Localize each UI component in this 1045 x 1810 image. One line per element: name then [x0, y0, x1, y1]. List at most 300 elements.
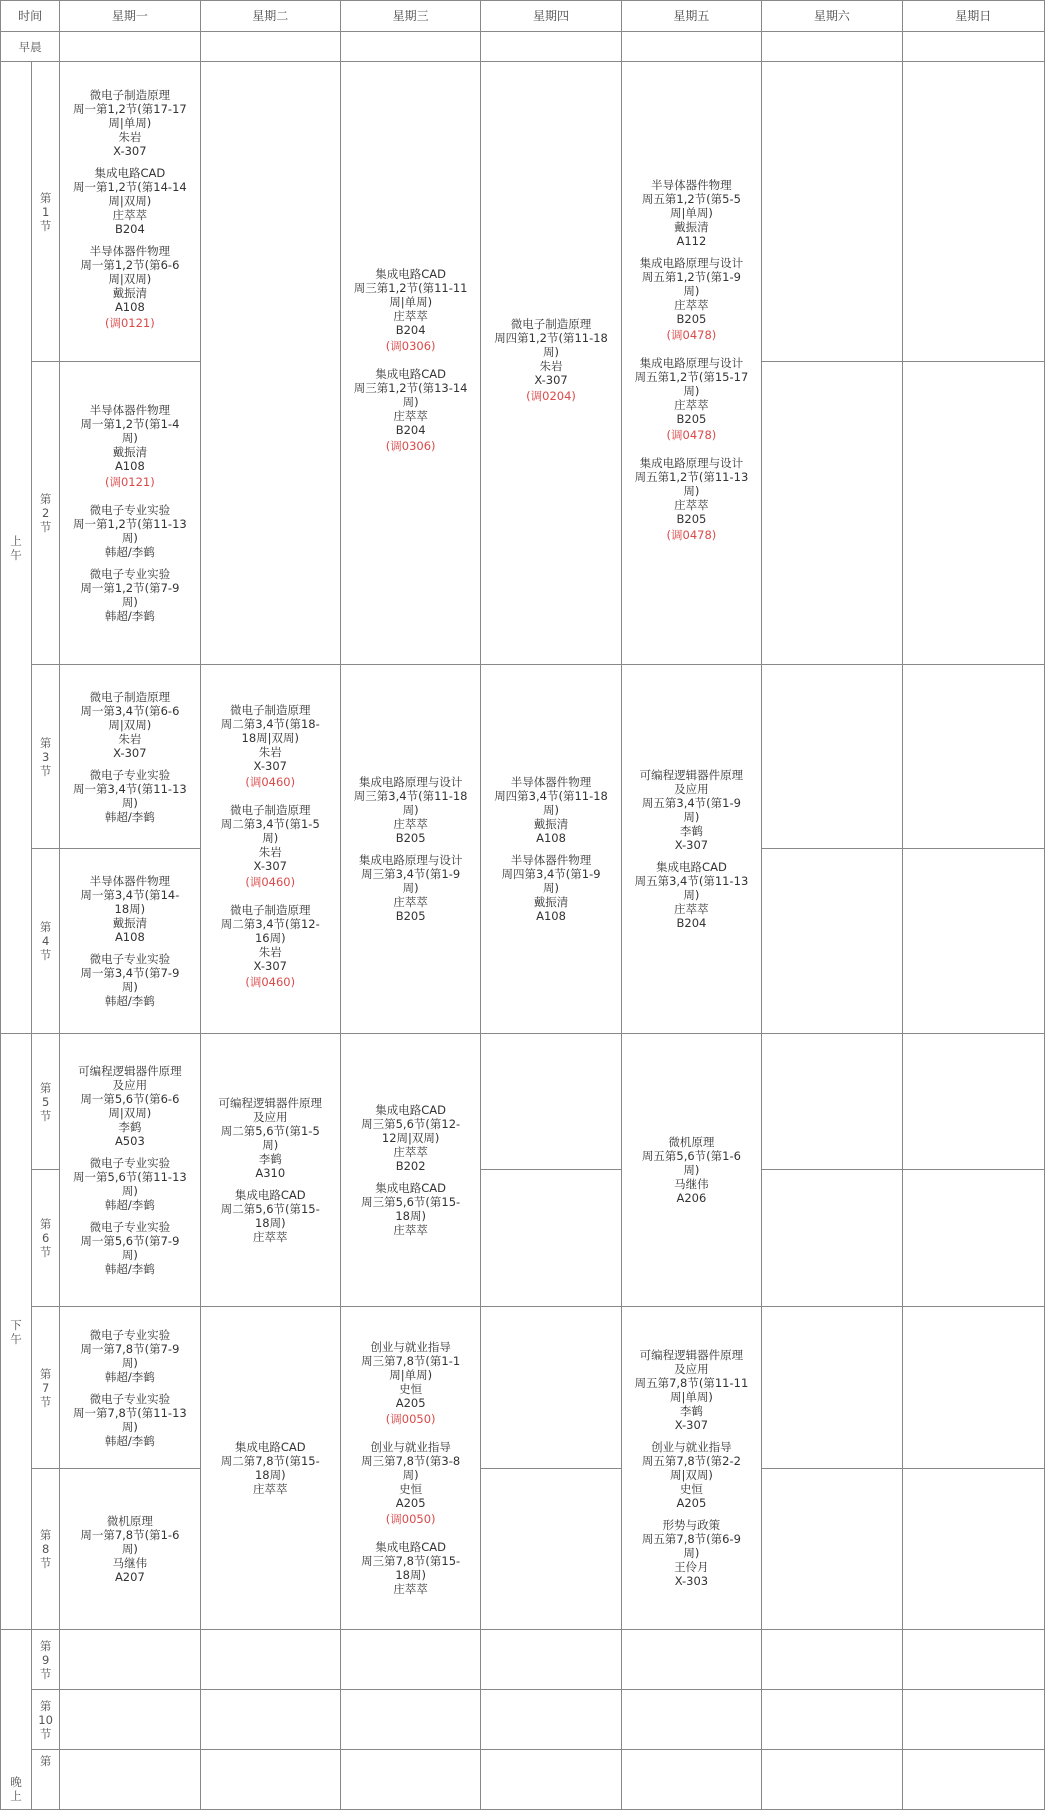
course-detail: 周三第5,6节(第15- [361, 1195, 461, 1209]
cell-thu-am [481, 62, 621, 665]
course-detail: 庄萃萃 [393, 1223, 428, 1237]
course-detail: 周五第7,8节(第2-2 [641, 1454, 741, 1468]
course-entry[interactable] [221, 803, 320, 895]
course-name: 微电子专业实验 [89, 952, 171, 966]
cell-empty [60, 1750, 200, 1810]
course-name: 微电子专业实验 [89, 1156, 171, 1170]
course-entry[interactable] [642, 1440, 741, 1510]
course-detail: 周) [683, 284, 700, 298]
cell-empty [902, 1170, 1044, 1307]
course-detail: 朱岩 [118, 731, 142, 746]
course-detail: 庄萃萃 [393, 895, 428, 909]
early-morning-label: 早晨 [1, 32, 60, 62]
course-detail: 周四第3,4节(第11-18 [494, 789, 608, 803]
course-name: 集成电路CAD [375, 1540, 447, 1554]
course-entry[interactable] [361, 1181, 460, 1237]
section-row-8 [1, 1469, 1045, 1630]
cell-tue-pm1 [200, 1034, 340, 1307]
course-detail: 周四第1,2节(第11-18 [494, 331, 608, 345]
course-name: 可编程逻辑器件原理 [218, 1096, 322, 1110]
cell-empty [481, 32, 621, 62]
course-entry[interactable] [78, 1064, 182, 1148]
course-detail: 周|双周) [669, 1468, 713, 1482]
course-detail: A205 [395, 1496, 426, 1510]
course-detail: 周) [121, 1542, 138, 1556]
course-detail: 周|双周) [108, 193, 152, 208]
course-detail: 周三第7,8节(第15- [361, 1554, 461, 1568]
course-entry[interactable] [80, 952, 179, 1008]
course-detail: 18周) [254, 1468, 286, 1482]
course-detail: 周) [543, 345, 560, 359]
day-header-mon: 星期一 [60, 1, 200, 32]
course-detail: 戴振清 [674, 220, 709, 234]
course-name: 微机原理 [668, 1135, 715, 1149]
course-detail: X-307 [674, 838, 709, 852]
course-detail: 史恒 [399, 1482, 423, 1496]
course-name: 可编程逻辑器件原理 [78, 1064, 182, 1078]
course-detail: 18周|双周) [241, 731, 299, 745]
course-detail: 周二第3,4节(第12- [220, 917, 320, 931]
course-detail: 周五第3,4节(第11-13 [634, 874, 749, 888]
section-row-5 [1, 1034, 1045, 1170]
cell-empty [200, 1630, 340, 1690]
course-entry[interactable] [361, 1440, 460, 1532]
course-name: 创业与就业指导 [370, 1340, 451, 1354]
course-name: 集成电路CAD [375, 367, 447, 381]
day-header-fri: 星期五 [621, 1, 761, 32]
course-detail: 周一第1,2节(第6-6 [80, 257, 180, 272]
course-entry[interactable] [635, 456, 749, 548]
day-header-thu: 星期四 [481, 1, 621, 32]
section-row-3 [1, 665, 1045, 849]
segment-afternoon: 下 午 [1, 1034, 32, 1630]
course-detail: 周一第7,8节(第7-9 [80, 1341, 180, 1356]
course-detail: 周|双周) [108, 271, 152, 286]
course-name: 微电子专业实验 [89, 567, 171, 581]
course-entry[interactable] [359, 853, 463, 923]
course-name: 集成电路原理与设计 [358, 775, 463, 789]
course-detail: 18周) [254, 1216, 286, 1230]
course-name: 微电子制造原理 [230, 903, 311, 917]
section-label-9: 第 9 节 [32, 1630, 60, 1690]
course-name: 半导体器件物理 [89, 403, 171, 417]
section-row-9 [1, 1630, 1045, 1690]
course-entry[interactable] [80, 567, 179, 623]
course-detail: 周) [121, 795, 138, 810]
cell-empty [621, 1690, 761, 1750]
course-entry[interactable] [80, 403, 179, 495]
course-entry[interactable] [642, 178, 741, 248]
course-detail: 周三第1,2节(第13-14 [353, 381, 468, 395]
course-detail: 周) [543, 803, 560, 817]
course-detail: 韩超/李鹤 [104, 545, 155, 559]
course-detail: A205 [395, 1396, 426, 1410]
course-name: 微电子制造原理 [510, 317, 592, 331]
course-detail: X-307 [113, 143, 147, 158]
course-detail: 周三第3,4节(第1-9 [361, 867, 461, 881]
course-detail: 18周) [114, 902, 146, 916]
course-detail: 周一第1,2节(第7-9 [80, 581, 180, 595]
course-name: 集成电路CAD [234, 1188, 306, 1202]
course-detail: 周一第1,2节(第17-17 [73, 101, 187, 116]
course-name: 集成电路CAD [94, 165, 166, 180]
course-detail: X-307 [534, 373, 568, 387]
course-name: 创业与就业指导 [370, 1440, 451, 1454]
course-entry[interactable] [80, 244, 179, 336]
course-name: 微电子专业实验 [89, 1220, 171, 1234]
course-detail: B202 [395, 1159, 426, 1173]
adjustment-code: (调0478) [666, 428, 717, 442]
course-detail: 戴振清 [112, 285, 148, 300]
course-detail: A205 [676, 1496, 707, 1510]
course-detail: 周) [402, 1468, 419, 1482]
cell-empty [762, 1469, 902, 1630]
course-detail: 周三第7,8节(第1-1 [361, 1354, 461, 1368]
adjustment-code: (调0460) [245, 975, 296, 989]
course-detail: 戴振清 [112, 916, 148, 930]
course-name: 可编程逻辑器件原理 [639, 768, 744, 782]
course-name: 微机原理 [106, 1514, 153, 1528]
cell-empty [60, 1690, 200, 1750]
course-detail: A310 [255, 1166, 286, 1180]
course-name: 集成电路CAD [375, 1103, 447, 1117]
course-detail: A108 [114, 459, 145, 473]
cell-empty [481, 1630, 621, 1690]
course-entry[interactable] [642, 1135, 741, 1205]
course-entry[interactable] [361, 1103, 460, 1173]
cell-empty [902, 1469, 1044, 1630]
cell-empty [762, 362, 902, 665]
course-detail: 周三第1,2节(第11-11 [353, 281, 468, 295]
cell-empty [762, 1034, 902, 1170]
cell-empty [762, 1170, 902, 1307]
course-detail: 周) [683, 484, 700, 498]
course-name: 集成电路原理与设计 [639, 356, 744, 370]
day-header-sat: 星期六 [762, 1, 902, 32]
adjustment-code: (调0204) [526, 389, 576, 403]
course-entry[interactable] [221, 703, 320, 795]
course-entry[interactable] [640, 256, 744, 348]
course-detail: 马继伟 [112, 1556, 148, 1570]
cell-tue-am [200, 62, 340, 665]
course-detail: 庄萃萃 [674, 398, 709, 412]
course-entry[interactable] [361, 1340, 460, 1432]
cell-empty [762, 665, 902, 849]
course-detail: 周五第7,8节(第11-11 [634, 1376, 749, 1390]
course-detail: 周三第5,6节(第12- [361, 1117, 461, 1131]
course-detail: 戴振清 [533, 817, 569, 831]
course-detail: A108 [114, 299, 145, 314]
cell-fri-am [621, 62, 761, 665]
course-detail: A108 [114, 930, 145, 944]
course-name: 集成电路CAD [234, 1440, 306, 1454]
course-detail: 韩超/李鹤 [104, 1369, 155, 1384]
course-entry[interactable] [635, 1348, 749, 1432]
course-name: 半导体器件物理 [651, 178, 732, 192]
course-entry[interactable] [221, 1440, 320, 1496]
course-detail: 周) [121, 1355, 138, 1370]
section-label-1: 第 1 节 [32, 62, 60, 362]
cell-wed-mid [340, 665, 480, 1034]
cell-fri-pm2 [621, 1307, 761, 1630]
course-detail: 周) [121, 531, 138, 545]
header-row [1, 1, 1045, 32]
course-entry[interactable] [73, 768, 187, 824]
cell-mon-s1 [60, 62, 200, 362]
course-entry[interactable] [494, 775, 608, 845]
section-row-11 [1, 1750, 1045, 1810]
time-header: 时间 [1, 1, 60, 32]
course-detail: 庄萃萃 [393, 1582, 428, 1596]
course-detail: 周一第1,2节(第14-14 [73, 179, 187, 194]
course-detail: 韩超/李鹤 [104, 609, 155, 623]
course-detail: 韩超/李鹤 [104, 994, 155, 1008]
course-detail: B205 [676, 312, 707, 326]
course-detail: A206 [676, 1191, 707, 1205]
course-detail: 周|单周) [108, 115, 152, 130]
course-detail: 周|双周) [108, 1106, 152, 1120]
cell-empty [481, 1170, 621, 1307]
course-detail: 韩超/李鹤 [104, 809, 155, 824]
adjustment-code: (调0306) [385, 339, 436, 353]
section-label-8: 第 8 节 [32, 1469, 60, 1630]
cell-empty [762, 1630, 902, 1690]
course-entry[interactable] [73, 1156, 187, 1212]
course-detail: 周) [402, 395, 419, 409]
course-detail: 庄萃萃 [393, 817, 428, 831]
day-header-wed: 星期三 [340, 1, 480, 32]
section-label-5: 第 5 节 [32, 1034, 60, 1170]
course-entry[interactable] [73, 1392, 187, 1448]
course-detail: 周五第1,2节(第11-13 [634, 470, 749, 484]
course-name: 集成电路CAD [375, 267, 447, 281]
course-detail: 周一第5,6节(第7-9 [80, 1234, 180, 1248]
course-entry[interactable] [640, 768, 744, 852]
cell-empty [481, 1034, 621, 1170]
course-detail: 周一第3,4节(第6-6 [80, 703, 180, 718]
course-detail: 周一第7,8节(第1-6 [80, 1528, 180, 1542]
course-entry[interactable] [494, 317, 608, 409]
course-detail: B204 [114, 221, 145, 236]
course-detail: 周|单周) [389, 295, 433, 309]
section-row-7 [1, 1307, 1045, 1469]
course-detail: 王伶月 [674, 1560, 709, 1574]
cell-fri-mid [621, 665, 761, 1034]
course-detail: 周) [121, 1248, 138, 1262]
cell-empty [481, 1750, 621, 1810]
course-name: 微电子专业实验 [89, 767, 171, 782]
course-detail: 12周|双周) [381, 1131, 440, 1145]
course-detail: 周三第7,8节(第3-8 [361, 1454, 461, 1468]
course-detail: 史恒 [679, 1482, 703, 1496]
course-detail: 及应用 [674, 1362, 709, 1376]
course-detail: 周) [121, 980, 138, 994]
course-detail: 周) [683, 888, 700, 902]
course-detail: 周四第3,4节(第1-9 [501, 867, 601, 881]
course-detail: 庄萃萃 [393, 409, 428, 423]
cell-empty [902, 665, 1044, 849]
course-detail: 周一第1,2节(第1-4 [80, 417, 180, 431]
cell-empty [200, 1750, 340, 1810]
course-detail: 周) [683, 810, 700, 824]
cell-empty [762, 1750, 902, 1810]
course-detail: 及应用 [112, 1078, 148, 1092]
course-name: 微电子制造原理 [89, 87, 171, 102]
course-detail: 周) [262, 1138, 279, 1152]
cell-empty [902, 1307, 1044, 1469]
cell-empty [60, 1630, 200, 1690]
cell-empty [60, 32, 200, 62]
course-detail: B205 [395, 909, 426, 923]
course-detail: 周五第1,2节(第1-9 [641, 270, 741, 284]
course-name: 集成电路原理与设计 [639, 256, 744, 270]
course-entry[interactable] [354, 367, 468, 459]
course-detail: 戴振清 [112, 445, 148, 459]
course-detail: 周) [543, 881, 560, 895]
course-entry[interactable] [221, 1188, 320, 1244]
adjustment-code: (调0478) [666, 528, 717, 542]
course-detail: X-307 [674, 1418, 709, 1432]
course-entry[interactable] [635, 860, 749, 930]
course-detail: B204 [395, 423, 426, 437]
course-detail: 庄萃萃 [253, 1482, 288, 1496]
course-detail: 周) [121, 595, 138, 609]
course-detail: 周|单周) [669, 206, 713, 220]
cell-mon-s3 [60, 665, 200, 849]
course-detail: A108 [536, 909, 566, 923]
course-detail: 庄萃萃 [393, 1145, 428, 1159]
course-detail: 朱岩 [539, 359, 563, 373]
course-detail: 周一第3,4节(第7-9 [80, 966, 180, 980]
day-header-tue: 星期二 [200, 1, 340, 32]
course-entry[interactable] [642, 1518, 741, 1588]
course-entry[interactable] [73, 88, 187, 158]
course-detail: 周三第3,4节(第11-18 [353, 789, 468, 803]
course-detail: B205 [676, 512, 707, 526]
cell-mon-s8 [60, 1469, 200, 1630]
course-detail: 周) [402, 803, 419, 817]
course-detail: 周) [121, 431, 138, 445]
cell-empty [200, 32, 340, 62]
course-detail: 周) [262, 831, 279, 845]
course-detail: 韩超/李鹤 [104, 1198, 155, 1212]
cell-empty [902, 62, 1044, 362]
cell-empty [762, 849, 902, 1034]
course-detail: 周|单周) [389, 1368, 433, 1382]
course-entry[interactable] [354, 267, 468, 359]
course-entry[interactable] [80, 874, 179, 944]
section-label-2: 第 2 节 [32, 362, 60, 665]
course-entry[interactable] [502, 853, 601, 923]
course-entry[interactable] [80, 1328, 179, 1384]
course-name: 创业与就业指导 [651, 1440, 732, 1454]
course-entry[interactable] [80, 1514, 179, 1584]
cell-empty [902, 362, 1044, 665]
course-detail: X-307 [253, 859, 287, 873]
course-entry[interactable] [73, 166, 187, 236]
course-detail: 周) [121, 1184, 138, 1198]
course-name: 微电子专业实验 [89, 1327, 171, 1342]
cell-thu-mid [481, 665, 621, 1034]
cell-mon-s7 [60, 1307, 200, 1469]
course-detail: B204 [395, 323, 426, 337]
course-entry[interactable] [221, 903, 320, 995]
course-detail: 庄萃萃 [253, 1230, 288, 1244]
cell-empty [762, 32, 902, 62]
course-name: 集成电路CAD [375, 1181, 447, 1195]
course-entry[interactable] [361, 1540, 460, 1596]
course-detail: 周) [121, 1419, 138, 1434]
course-detail: 庄萃萃 [393, 309, 428, 323]
section-label-7: 第 7 节 [32, 1307, 60, 1469]
course-name: 微电子制造原理 [230, 803, 311, 817]
course-detail: X-303 [674, 1574, 709, 1588]
cell-empty [340, 32, 480, 62]
course-detail: 李鹤 [118, 1120, 142, 1134]
cell-empty [902, 1034, 1044, 1170]
course-entry[interactable] [635, 356, 749, 448]
cell-wed-pm2 [340, 1307, 480, 1630]
cell-empty [621, 1630, 761, 1690]
course-detail: 周二第7,8节(第15- [220, 1454, 320, 1468]
course-entry[interactable] [80, 1220, 179, 1276]
adjustment-code: (调0460) [245, 875, 296, 889]
course-name: 半导体器件物理 [89, 874, 171, 888]
cell-empty [340, 1630, 480, 1690]
course-detail: 周) [402, 881, 419, 895]
cell-tue-pm2 [200, 1307, 340, 1630]
cell-empty [762, 1307, 902, 1469]
cell-empty [762, 62, 902, 362]
course-detail: 周五第7,8节(第6-9 [641, 1532, 741, 1546]
cell-empty [481, 1307, 621, 1469]
course-entry[interactable] [80, 690, 179, 760]
adjustment-code: (调0121) [104, 475, 155, 489]
course-detail: 周五第5,6节(第1-6 [641, 1149, 741, 1163]
course-entry[interactable] [73, 503, 187, 559]
course-name: 形势与政策 [662, 1518, 721, 1532]
course-entry[interactable] [354, 775, 468, 845]
cell-empty [902, 1750, 1044, 1810]
course-detail: B205 [676, 412, 707, 426]
course-detail: 及应用 [253, 1110, 288, 1124]
course-detail: A108 [536, 831, 566, 845]
course-detail: 李鹤 [679, 824, 703, 838]
course-name: 集成电路CAD [656, 860, 727, 874]
course-detail: 周|双周) [108, 717, 152, 732]
course-detail: 庄萃萃 [674, 498, 709, 512]
course-entry[interactable] [219, 1096, 323, 1180]
course-name: 半导体器件物理 [89, 243, 171, 258]
course-detail: B204 [676, 916, 707, 930]
cell-mon-s4 [60, 849, 200, 1034]
course-detail: 18周) [395, 1209, 426, 1223]
cell-empty [621, 32, 761, 62]
course-detail: 周一第5,6节(第6-6 [80, 1092, 180, 1106]
course-name: 集成电路原理与设计 [358, 853, 463, 867]
course-detail: 李鹤 [258, 1152, 282, 1166]
course-detail: 周二第3,4节(第1-5 [220, 817, 320, 831]
adjustment-code: (调0478) [666, 328, 717, 342]
cell-wed-am [340, 62, 480, 665]
course-name: 半导体器件物理 [510, 775, 592, 789]
course-name: 微电子专业实验 [89, 1391, 171, 1406]
course-name: 微电子制造原理 [89, 689, 171, 704]
course-detail: 周五第1,2节(第15-17 [634, 370, 749, 384]
section-row-1 [1, 62, 1045, 362]
cell-tue-mid [200, 665, 340, 1034]
adjustment-code: (调0050) [385, 1512, 436, 1526]
